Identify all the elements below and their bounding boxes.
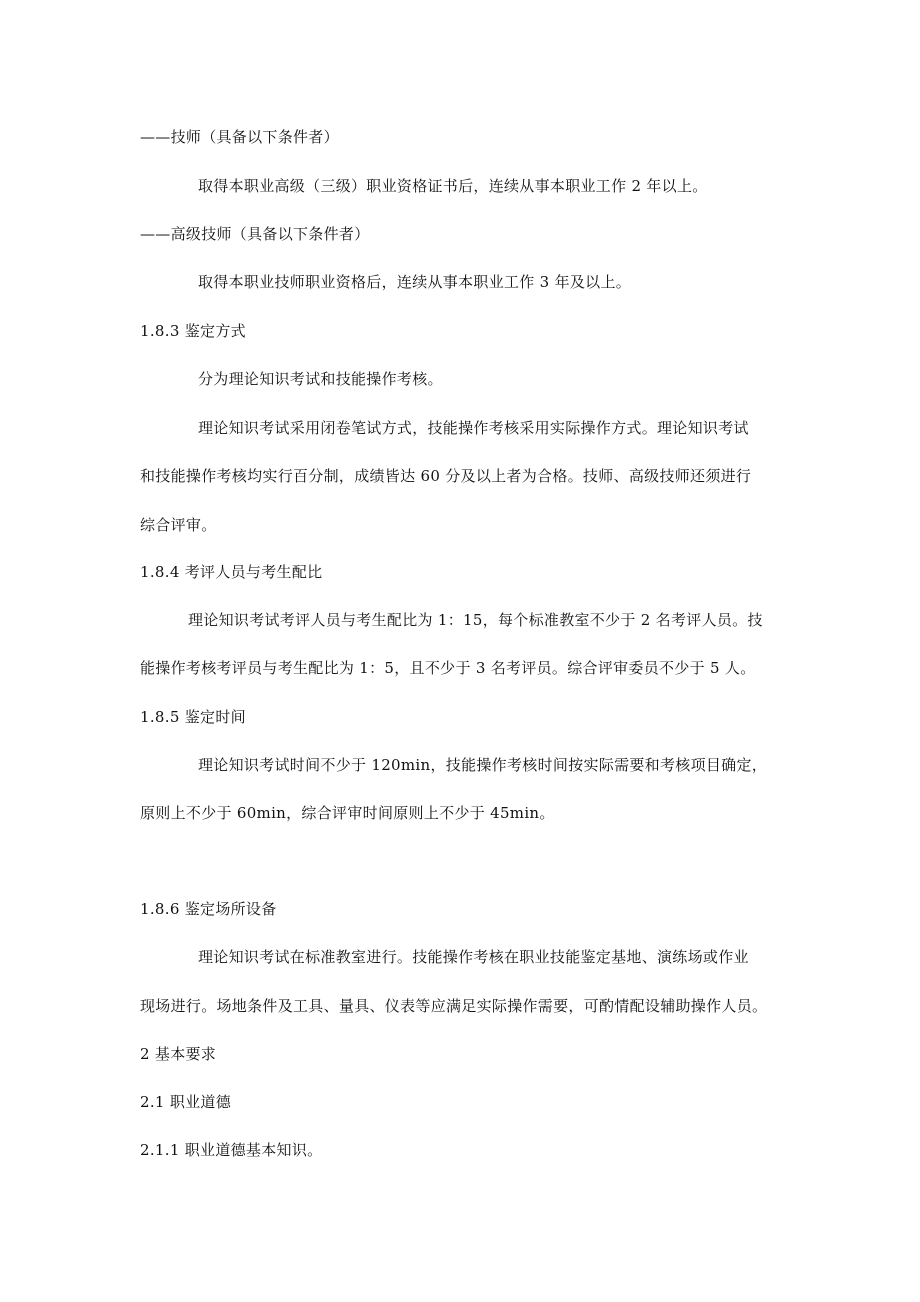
section-1-8-4-heading: 1.8.4 考评人员与考生配比 [140,563,323,581]
section-1-8-3-paragraph-1: 分为理论知识考试和技能操作考核。 [198,370,443,388]
section-2-1-heading: 2.1 职业道德 [140,1093,232,1111]
section-2-1-1-heading: 2.1.1 职业道德基本知识。 [140,1141,323,1159]
section-1-8-5-heading: 1.8.5 鉴定时间 [140,708,246,726]
section-1-8-3-heading: 1.8.3 鉴定方式 [140,322,246,340]
senior-technician-heading: ——高级技师（具备以下条件者） [140,225,370,243]
section-1-8-3-paragraph-2-line-2: 和技能操作考核均实行百分制，成绩皆达 60 分及以上者为合格。技师、高级技师还须进行 [140,467,752,485]
section-1-8-4-paragraph-line-1: 理论知识考试考评人员与考生配比为 1：15，每个标准教室不少于 2 名考评人员。技 [188,611,763,629]
section-1-8-3-paragraph-2-line-1: 理论知识考试采用闭卷笔试方式，技能操作考核采用实际操作方式。理论知识考试 [198,419,749,437]
technician-requirement: 取得本职业高级（三级）职业资格证书后，连续从事本职业工作 2 年以上。 [198,177,708,195]
section-2-heading: 2 基本要求 [140,1045,217,1063]
section-1-8-6-heading: 1.8.6 鉴定场所设备 [140,900,277,918]
technician-heading: ——技师（具备以下条件者） [140,128,339,146]
section-1-8-6-paragraph-line-2: 现场进行。场地条件及工具、量具、仪表等应满足实际操作需要，可酌情配设辅助操作人员。 [140,997,768,1015]
section-1-8-6-paragraph-line-1: 理论知识考试在标准教室进行。技能操作考核在职业技能鉴定基地、演练场或作业 [198,948,749,966]
senior-technician-requirement: 取得本职业技师职业资格后，连续从事本职业工作 3 年及以上。 [198,273,632,291]
section-1-8-5-paragraph-line-2: 原则上不少于 60min，综合评审时间原则上不少于 45min。 [140,804,555,822]
section-1-8-4-paragraph-line-2: 能操作考核考评员与考生配比为 1：5，且不少于 3 名考评员。综合评审委员不少于 5 人。 [140,659,756,677]
section-1-8-3-paragraph-2-line-3: 综合评审。 [140,516,217,534]
section-1-8-5-paragraph-line-1: 理论知识考试时间不少于 120min，技能操作考核时间按实际需要和考核项目确定， [198,756,768,774]
